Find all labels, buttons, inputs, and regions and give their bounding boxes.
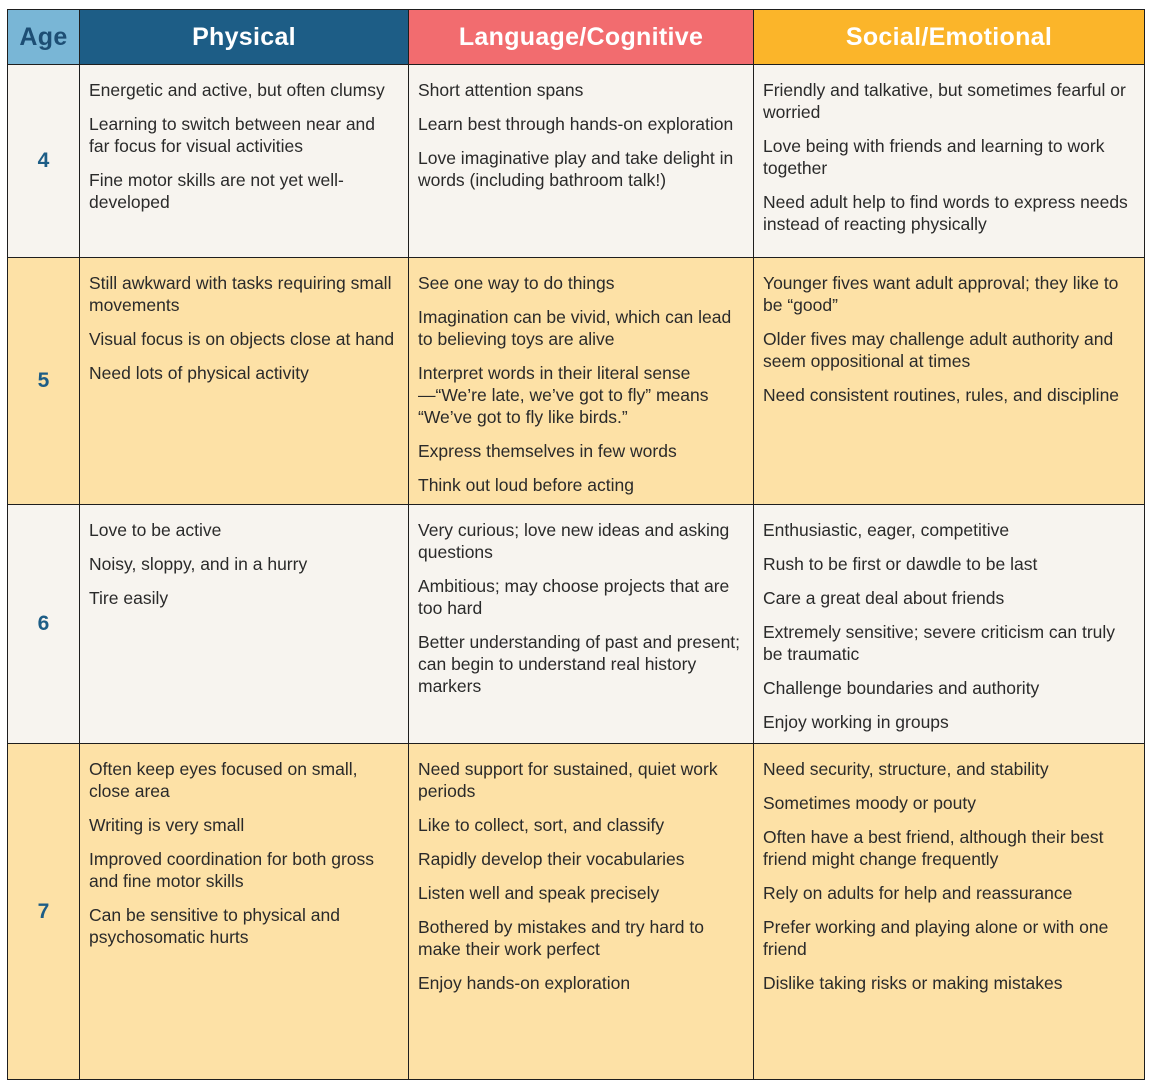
physical-item: Fine motor skills are not yet well-developed <box>89 170 344 212</box>
social-cell <box>754 744 1145 1080</box>
header-language: Language/Cognitive <box>409 10 754 65</box>
language-cell <box>409 744 754 1080</box>
language-item: Listen well and speak precisely <box>418 883 660 903</box>
physical-cell <box>80 505 409 744</box>
physical-item: Still awkward with tasks requiring small movements <box>89 273 392 315</box>
language-item: Imagination can be vivid, which can lead to believing toys are alive <box>418 307 732 349</box>
table-row <box>8 65 1145 258</box>
language-item: Learn best through hands-on exploration <box>418 114 734 134</box>
physical-item: Visual focus is on objects close at hand <box>89 329 395 349</box>
language-item: Like to collect, sort, and classify <box>418 815 665 835</box>
social-item: Friendly and talkative, but sometimes fearful or worried <box>763 80 1126 122</box>
physical-item: Tire easily <box>89 588 169 608</box>
age-cell: 4 <box>8 65 80 258</box>
social-item: Challenge boundaries and authority <box>763 678 1040 698</box>
social-item: Enjoy working in groups <box>763 712 949 732</box>
social-item: Extremely sensitive; severe criticism can truly be traumatic <box>763 622 1116 664</box>
header-row <box>8 10 1145 65</box>
physical-item: Writing is very small <box>89 815 245 835</box>
table-row <box>8 744 1145 1080</box>
physical-cell <box>80 258 409 505</box>
social-item: Rush to be first or dawdle to be last <box>763 554 1038 574</box>
physical-item: Improved coordination for both gross and fine motor skills <box>89 849 375 891</box>
language-item: Better understanding of past and present; can begin to understand real history markers <box>418 632 741 696</box>
social-item: Care a great deal about friends <box>763 588 1005 608</box>
header-physical: Physical <box>80 10 409 65</box>
social-item: Enthusiastic, eager, competitive <box>763 520 1010 540</box>
table-row <box>8 505 1145 744</box>
language-item: Ambitious; may choose projects that are too hard <box>418 576 730 618</box>
social-item: Need security, structure, and stability <box>763 759 1049 779</box>
physical-item: Noisy, sloppy, and in a hurry <box>89 554 308 574</box>
age-cell: 5 <box>8 258 80 505</box>
header-age: Age <box>8 10 80 65</box>
physical-cell <box>80 744 409 1080</box>
language-item: Think out loud before acting <box>418 475 634 495</box>
physical-item: Love to be active <box>89 520 222 540</box>
social-item: Rely on adults for help and reassurance <box>763 883 1073 903</box>
age-cell: 6 <box>8 505 80 744</box>
social-cell <box>754 258 1145 505</box>
social-item: Sometimes moody or pouty <box>763 793 977 813</box>
physical-item: Can be sensitive to physical and psychosomatic hurts <box>89 905 340 947</box>
language-item: Need support for sustained, quiet work periods <box>418 759 718 801</box>
language-item: Short attention spans <box>418 80 584 100</box>
social-item: Younger fives want adult approval; they like to be “good” <box>763 273 1119 315</box>
language-item: Love imaginative play and take delight in words (including bathroom talk!) <box>418 148 734 190</box>
social-item: Love being with friends and learning to work together <box>763 136 1105 178</box>
social-item: Often have a best friend, although their best friend might change frequently <box>763 827 1104 869</box>
social-cell <box>754 65 1145 258</box>
social-item: Dislike taking risks or making mistakes <box>763 973 1063 993</box>
physical-item: Need lots of physical activity <box>89 363 309 383</box>
language-cell <box>409 258 754 505</box>
language-item: Interpret words in their literal sense—“We’re late, we’ve got to fly” means “We’ve got to fly like birds.” <box>418 363 709 427</box>
header-social: Social/Emotional <box>754 10 1145 65</box>
social-item: Older fives may challenge adult authority and seem oppositional at times <box>763 329 1114 371</box>
language-item: Enjoy hands-on exploration <box>418 973 631 993</box>
physical-cell <box>80 65 409 258</box>
table-row <box>8 258 1145 505</box>
language-cell <box>409 505 754 744</box>
physical-item: Energetic and active, but often clumsy <box>89 80 385 100</box>
physical-item: Often keep eyes focused on small, close area <box>89 759 358 801</box>
social-item: Prefer working and playing alone or with one friend <box>763 917 1109 959</box>
language-item: Rapidly develop their vocabularies <box>418 849 685 869</box>
language-item: Bothered by mistakes and try hard to make their work perfect <box>418 917 704 959</box>
language-item: See one way to do things <box>418 273 615 293</box>
age-cell: 7 <box>8 744 80 1080</box>
social-cell <box>754 505 1145 744</box>
social-item: Need adult help to find words to express needs instead of reacting physically <box>763 192 1128 234</box>
social-item: Need consistent routines, rules, and discipline <box>763 385 1120 405</box>
language-item: Very curious; love new ideas and asking questions <box>418 520 730 562</box>
language-item: Express themselves in few words <box>418 441 677 461</box>
language-cell <box>409 65 754 258</box>
physical-item: Learning to switch between near and far focus for visual activities <box>89 114 376 156</box>
development-chart-table <box>7 9 1145 1080</box>
